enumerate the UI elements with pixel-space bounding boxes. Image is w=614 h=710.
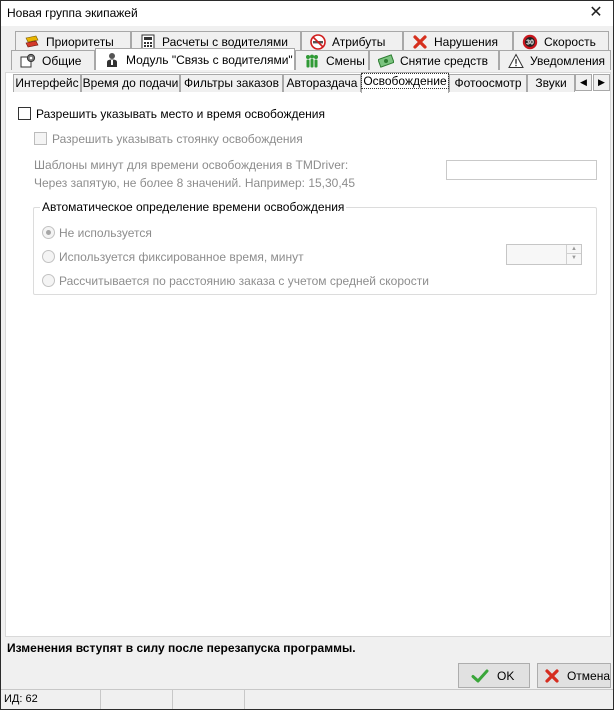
allow-place-checkbox[interactable] xyxy=(18,107,31,120)
checkmark-icon xyxy=(471,667,489,685)
subtab-label: Звуки xyxy=(535,76,567,90)
tab-label: Приоритеты xyxy=(46,34,114,49)
spinner-down-button[interactable]: ▼ xyxy=(571,255,577,261)
red-x-icon xyxy=(412,34,428,50)
restart-notice: Изменения вступят в силу после перезапуска программы. xyxy=(7,641,356,655)
general-icon xyxy=(20,53,36,69)
tab-label: Снятие средств xyxy=(400,53,488,68)
driver-icon xyxy=(104,52,120,68)
templates-label: Шаблоны минут для времени освобождения в TMDriver: xyxy=(34,158,349,172)
subtab-label: Время до подачи xyxy=(82,76,179,90)
subtab-label: Интерфейс xyxy=(15,76,79,90)
subtab-release[interactable] xyxy=(361,72,449,93)
close-button[interactable]: ✕ xyxy=(589,4,603,21)
money-icon xyxy=(378,53,394,69)
subtab-label: Освобождение xyxy=(363,74,447,88)
allow-parking-checkbox[interactable] xyxy=(34,132,47,145)
tab-label: Общие xyxy=(42,53,82,68)
status-cell-3 xyxy=(173,690,245,709)
people-icon xyxy=(304,53,320,69)
fixed-minutes-spinner[interactable] xyxy=(506,244,582,265)
warning-icon xyxy=(508,53,524,69)
ok-label: OK xyxy=(497,668,515,683)
cancel-button[interactable] xyxy=(537,663,611,688)
tab-driver-module[interactable] xyxy=(95,48,295,70)
tab-label: Смены xyxy=(326,53,365,68)
no-smoking-icon xyxy=(310,34,326,50)
status-id: ИД: 62 xyxy=(1,690,101,709)
allow-parking-label: Разрешить указывать стоянку освобождения xyxy=(52,132,303,146)
tab-shifts[interactable] xyxy=(295,50,369,70)
cancel-label: Отмена xyxy=(566,668,610,683)
templates-hint: Через запятую, не более 8 значений. Например: 15,30,45 xyxy=(34,176,356,190)
subtab-label: Фотоосмотр xyxy=(454,76,522,90)
radio-distance[interactable] xyxy=(42,274,55,287)
tab-attributes[interactable] xyxy=(301,31,403,51)
tab-withdrawal[interactable] xyxy=(369,50,499,70)
cancel-x-icon xyxy=(544,667,561,685)
status-bar xyxy=(1,689,613,709)
spinner-up-button[interactable]: ▲ xyxy=(567,245,581,254)
spinner-buttons xyxy=(566,245,581,264)
subtab-label: Фильтры заказов xyxy=(184,76,279,90)
speed-icon-number: 30 xyxy=(526,39,534,47)
ok-button[interactable] xyxy=(458,663,530,688)
tab-label: Нарушения xyxy=(434,34,499,49)
subtab-label: Автораздача xyxy=(286,76,358,90)
tab-label: Скорость xyxy=(544,34,596,49)
speed-30-icon xyxy=(522,34,538,50)
tabs-scroll-right-button[interactable]: ▶ xyxy=(593,74,610,91)
tab-notifications[interactable] xyxy=(499,50,611,70)
subtab-photo-inspection[interactable] xyxy=(449,74,527,92)
title-bar xyxy=(1,1,613,26)
tab-label: Атрибуты xyxy=(332,34,386,49)
allow-place-label: Разрешить указывать место и время освобождения xyxy=(36,107,325,121)
radio-not-used-label: Не используется xyxy=(59,226,152,240)
tab-speed[interactable] xyxy=(513,31,609,51)
priority-icon xyxy=(24,34,40,50)
templates-input[interactable] xyxy=(446,160,597,180)
status-cell-2 xyxy=(101,690,173,709)
tabs-scroll-left-button[interactable]: ◀ xyxy=(575,74,592,91)
tab-general[interactable] xyxy=(11,50,95,70)
radio-distance-label: Рассчитывается по расстоянию заказа с учетом средней скорости xyxy=(59,274,429,288)
subtab-auto-distribution[interactable] xyxy=(283,74,361,92)
window-title: Новая группа экипажей xyxy=(7,6,138,20)
radio-fixed-time-label: Используется фиксированное время, минут xyxy=(59,250,304,264)
radio-not-used[interactable] xyxy=(42,226,55,239)
tab-violations[interactable] xyxy=(403,31,513,51)
tab-label: Расчеты с водителями xyxy=(162,34,288,49)
tab-label: Модуль "Связь с водителями" xyxy=(126,52,293,67)
subtab-arrival-time[interactable] xyxy=(81,74,180,92)
tab-content-area xyxy=(5,72,611,637)
subtab-interface[interactable] xyxy=(13,74,81,92)
radio-fixed-time[interactable] xyxy=(42,250,55,263)
subtab-sounds[interactable] xyxy=(527,74,575,92)
group-title: Автоматическое определение времени освобождения xyxy=(42,200,345,214)
tab-label: Уведомления xyxy=(530,53,606,68)
subtab-order-filters[interactable] xyxy=(180,74,283,92)
